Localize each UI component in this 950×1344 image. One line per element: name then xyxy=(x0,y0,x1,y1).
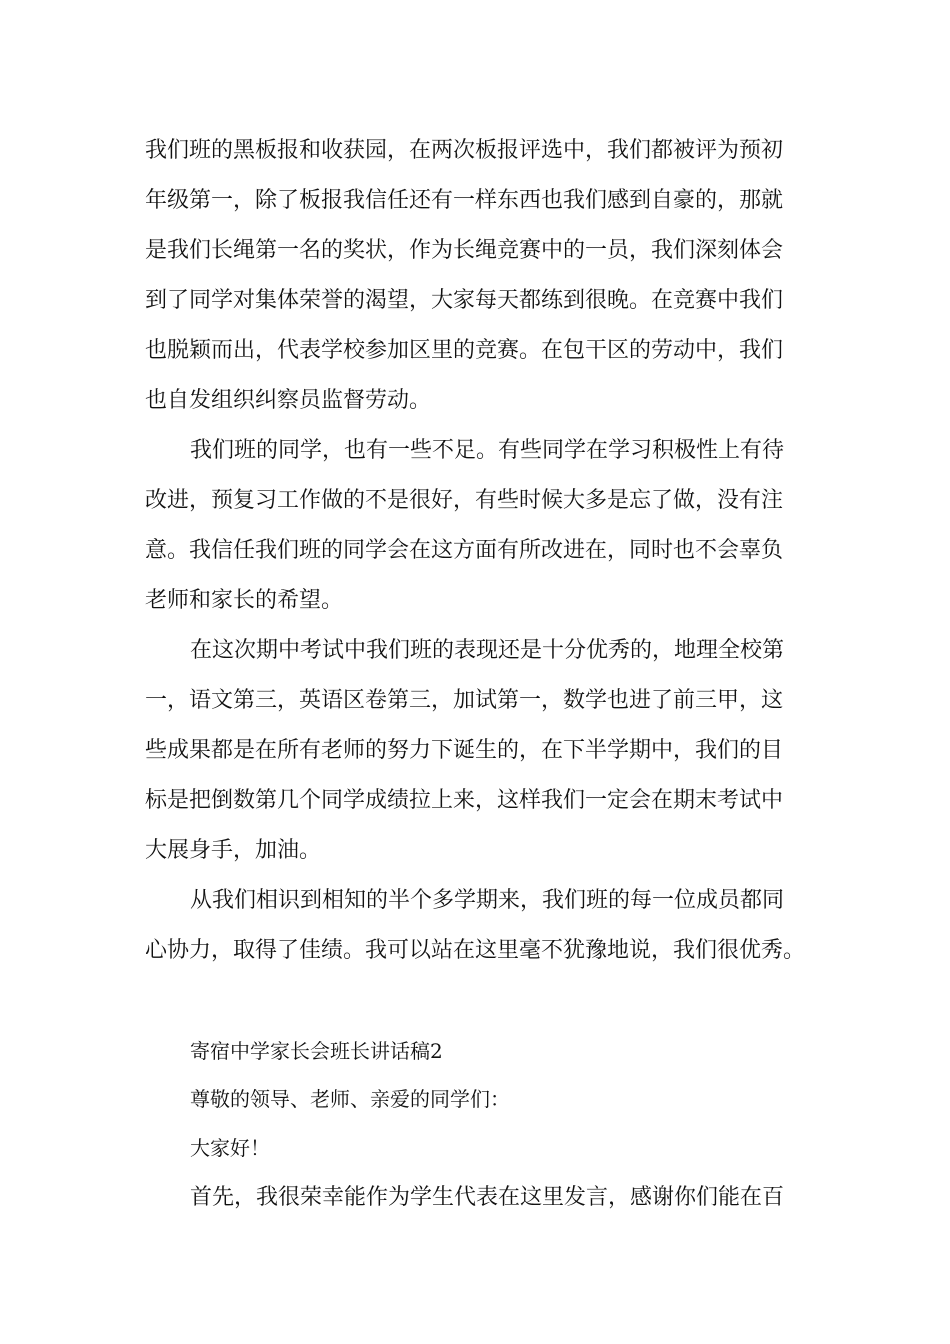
paragraph-1-line-2: 年级第一，除了板报我信任还有一样东西也我们感到自豪的，那就 xyxy=(145,188,784,213)
salutation: 尊敬的领导、老师、亲爱的同学们： xyxy=(190,1087,510,1111)
paragraph-1-line-6: 也自发组织纠察员监督劳动。 xyxy=(145,388,432,413)
paragraph-4-line-2: 心协力，取得了佳绩。我可以站在这里毫不犹豫地说，我们很优秀。 xyxy=(145,938,806,963)
paragraph-4-line-1: 从我们相识到相知的半个多学期来，我们班的每一位成员都同 xyxy=(190,888,785,913)
paragraph-2-line-3: 意。我信任我们班的同学会在这方面有所改进在，同时也不会辜负 xyxy=(145,538,784,563)
paragraph-1-line-1: 我们班的黑板报和收获园，在两次板报评选中，我们都被评为预初 xyxy=(145,138,784,163)
paragraph-3-line-4: 标是把倒数第几个同学成绩拉上来，这样我们一定会在期末考试中 xyxy=(145,788,784,813)
paragraph-3-line-1: 在这次期中考试中我们班的表现还是十分优秀的，地理全校第 xyxy=(190,638,785,663)
paragraph-2-line-4: 老师和家长的希望。 xyxy=(145,588,344,613)
document-body xyxy=(145,0,835,1344)
paragraph-3-line-2: 一，语文第三，英语区卷第三，加试第一，数学也进了前三甲，这 xyxy=(145,688,784,713)
paragraph-1-line-5: 也脱颖而出，代表学校参加区里的竞赛。在包干区的劳动中，我们 xyxy=(145,338,784,363)
paragraph-2-line-2: 改进，预复习工作做的不是很好，有些时候大多是忘了做，没有注 xyxy=(145,488,784,513)
section-title: 寄宿中学家长会班长讲话稿2 xyxy=(190,1039,443,1063)
paragraph-3-line-3: 些成果都是在所有老师的努力下诞生的，在下半学期中，我们的目 xyxy=(145,738,784,763)
paragraph-3-line-5: 大展身手，加油。 xyxy=(145,838,322,863)
speech-opening-line: 首先，我很荣幸能作为学生代表在这里发言，感谢你们能在百 xyxy=(190,1185,785,1210)
paragraph-1-line-3: 是我们长绳第一名的奖状，作为长绳竞赛中的一员，我们深刻体会 xyxy=(145,238,784,263)
paragraph-2-line-1: 我们班的同学，也有一些不足。有些同学在学习积极性上有待 xyxy=(190,438,785,463)
paragraph-1-line-4: 到了同学对集体荣誉的渴望，大家每天都练到很晚。在竞赛中我们 xyxy=(145,288,784,313)
greeting: 大家好！ xyxy=(190,1136,270,1160)
